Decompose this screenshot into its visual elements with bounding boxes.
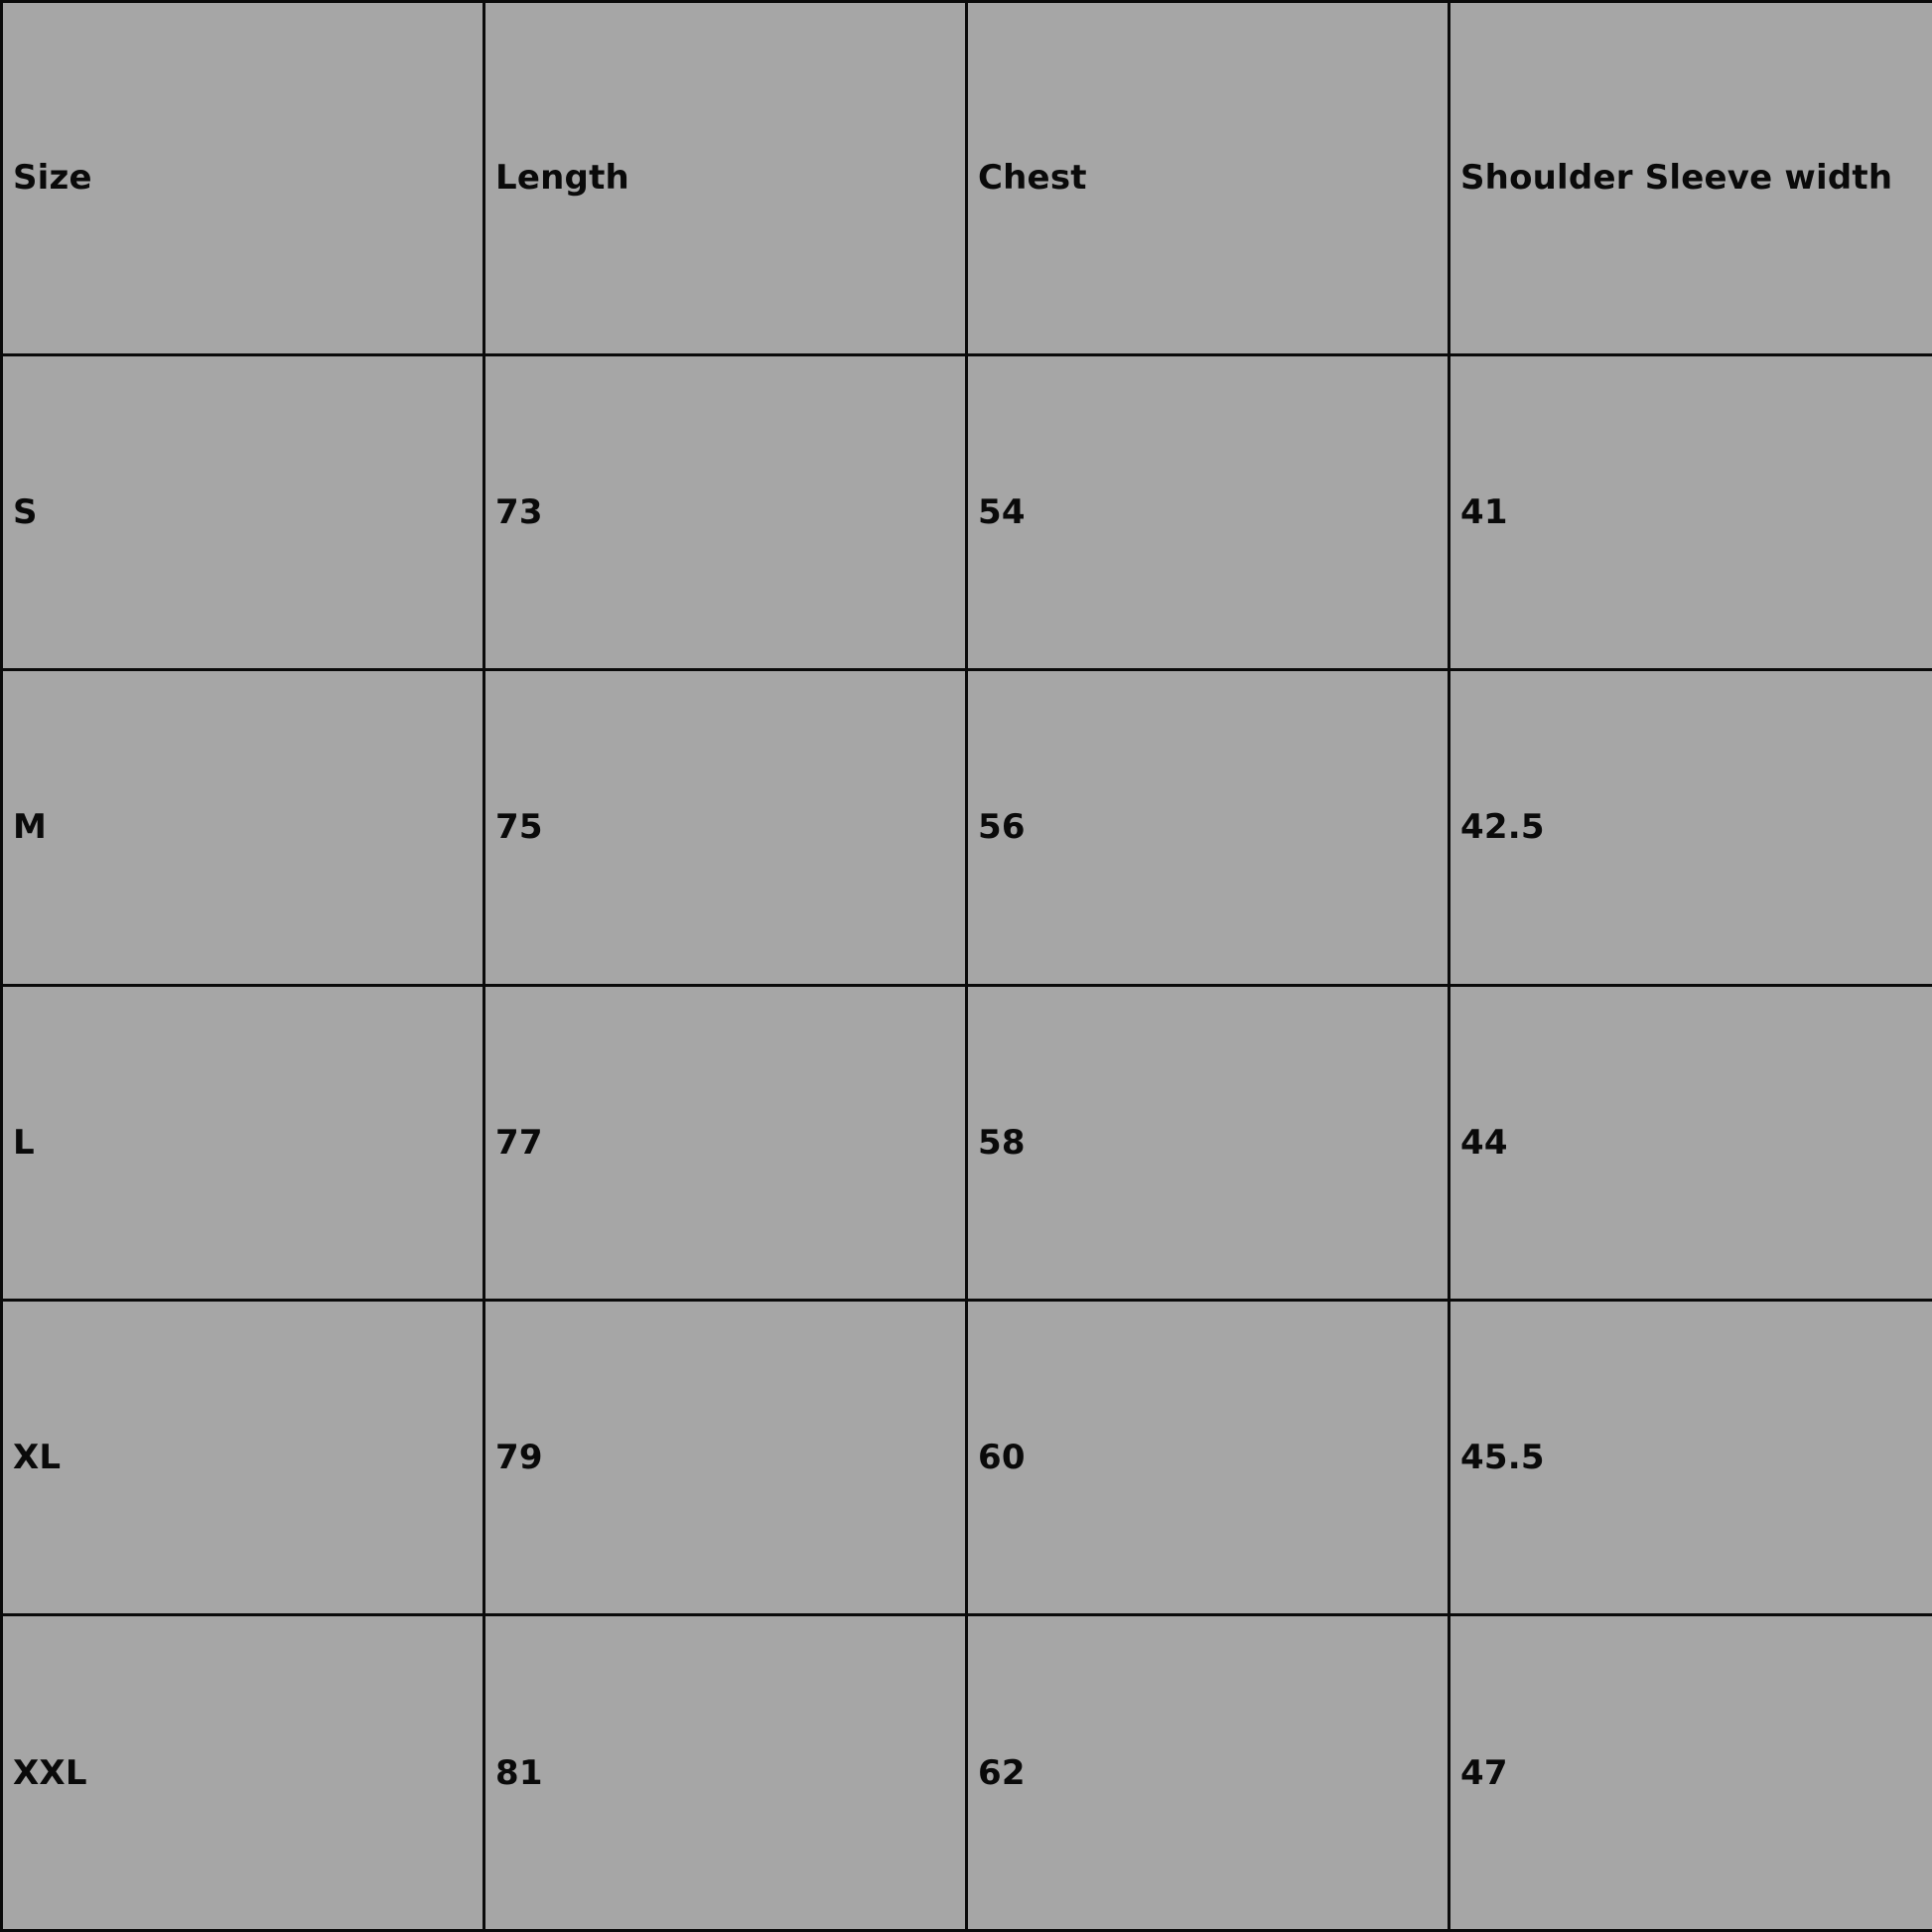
cell-chest: 56 bbox=[967, 670, 1449, 985]
header-shoulder-sleeve-width: Shoulder Sleeve width bbox=[1449, 2, 1932, 355]
cell-shoulder-sleeve-width: 45.5 bbox=[1449, 1301, 1932, 1615]
cell-size: XXL bbox=[2, 1615, 484, 1931]
table-row bbox=[2, 354, 1932, 669]
header-chest: Chest bbox=[967, 2, 1449, 355]
cell-size: XL bbox=[2, 1301, 484, 1615]
cell-shoulder-sleeve-width: 44 bbox=[1449, 985, 1932, 1300]
cell-length: 77 bbox=[484, 985, 967, 1300]
cell-length: 73 bbox=[484, 354, 967, 669]
table-header-row bbox=[2, 2, 1932, 355]
cell-shoulder-sleeve-width: 41 bbox=[1449, 354, 1932, 669]
cell-length: 75 bbox=[484, 670, 967, 985]
cell-length: 79 bbox=[484, 1301, 967, 1615]
cell-size: M bbox=[2, 670, 484, 985]
header-length: Length bbox=[484, 2, 967, 355]
cell-shoulder-sleeve-width: 47 bbox=[1449, 1615, 1932, 1931]
table-row bbox=[2, 1301, 1932, 1615]
table-row bbox=[2, 1615, 1932, 1931]
table-row bbox=[2, 985, 1932, 1300]
cell-size: S bbox=[2, 354, 484, 669]
cell-chest: 54 bbox=[967, 354, 1449, 669]
cell-chest: 62 bbox=[967, 1615, 1449, 1931]
header-size: Size bbox=[2, 2, 484, 355]
cell-chest: 60 bbox=[967, 1301, 1449, 1615]
cell-size: L bbox=[2, 985, 484, 1300]
table-row bbox=[2, 670, 1932, 985]
cell-chest: 58 bbox=[967, 985, 1449, 1300]
cell-shoulder-sleeve-width: 42.5 bbox=[1449, 670, 1932, 985]
cell-length: 81 bbox=[484, 1615, 967, 1931]
